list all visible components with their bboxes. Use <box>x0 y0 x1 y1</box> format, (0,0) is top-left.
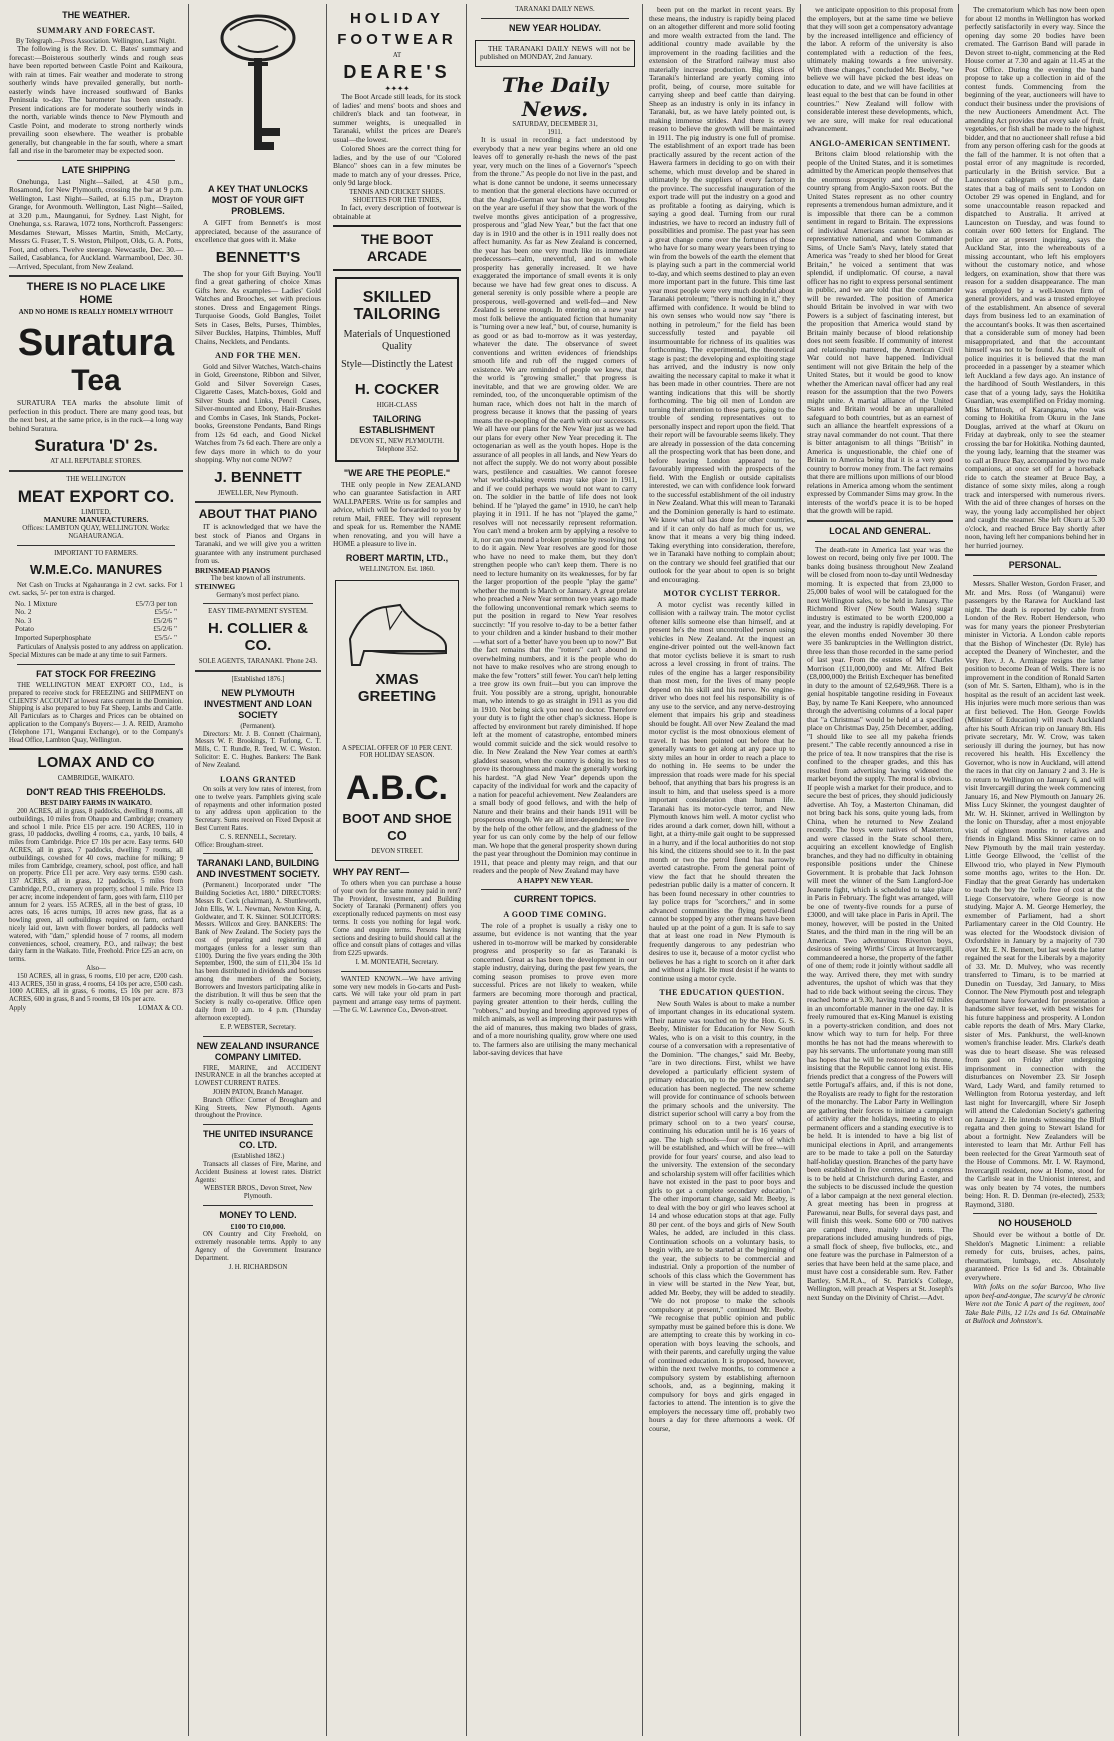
lomax-footer: Apply LOMAX & CO. <box>9 1004 183 1012</box>
npi-heading: NEW PLYMOUTH INVESTMENT AND LOAN SOCIETY <box>204 687 312 720</box>
daily-news-masthead: The Daily News. <box>501 72 609 121</box>
boot-body-1: The Boot Arcade still leads, for its stock of ladies' and mens' boots and shoes and children's black and tan footwear, in summer weights, is unequalled in Taranaki, whilst the prices are Deare's usual—the lowest. <box>333 92 461 144</box>
lomax-heading: LOMAX AND CO <box>37 754 155 772</box>
tailoring-est: TAILORING ESTABLISHMENT <box>359 414 435 436</box>
jeweller: JEWELLER, New Plymouth. <box>217 489 299 497</box>
brinsmead-sub: The best known of all instruments. <box>210 575 306 583</box>
special-offer: A SPECIAL OFFER OF 10 PER CENT. FOR HOLIDAY SEASON. <box>341 744 453 760</box>
motor-body: A motor cyclist was recently killed in collision with a railway train. The motor cyclist oftener kills someone else than himself, and at present he's the most uncontrolled person using vehicles in New Zealand. At the inquest an engine-driver pointed out the well-known fact that motor cyclists believe it is smart to rush across a level crossing in front of trains. The rules of the engine has a larger responsibility than most men, for the lives of many people depend on his skill and his nerve. No engine-driver who does not feel his responsibility is of any use to the service, and any nerve-destroying element that impairs his grip and steadiness should be fought. All over New Zealand the mad motor cyclist is the most obnoxious element of travel. It has been pointed out before that he generally wants to get along at any pace up to sixty miles an hour in order to reach a place to do nothing in. He seems to be under the impression that roads were made for his special behoof, that anything that bars his progress is an insult to him, and that useless speed is a more important consideration than human life. Taranaki has its motor-cycle terror, and New Plymouth knows him well. A motor cyclist who rides around a dark corner, down hill, without a light, at a thirty-mile gait ought to be suppressed in a hurry, and if the local authorities do not stop his kind, the citizens should see to it. In the past month or two the petrol fiend has narrowly averted catastrophe. From the general point of view the fact that he should threaten the pedestrian public daily is a matter of concern. It has been found necessary in other countries to lay police traps for "scorchers," and in some advanced communities the flying petrol-fiend cannot be stopped by any other means have been hauled up at the point of a gun. It is safe to say that at least one road in New Plymouth is frequently dangerous to any pedestrian who desires to use it, because of a motor cyclist who believes he has a right to scorch on it after dark and without a light. He must desist if he wants to continue using a motor cycle. <box>649 599 795 983</box>
column-5 <box>646 6 798 1734</box>
fat-stock-body: THE WELLINGTON MEAT EXPORT CO., Ltd., is prepared to receive stock for FREEZING and SHIPMENT on CLIENTS' ACCOUNT at lowest rates current in the Dominion. Shipping is also prepared to buy Fat Sheep, Lambs and Cattle. All Particulars as to Charges and Prices can be obtained on application to the Company's Buyers:— J. A. REID, Aramoho (Telephone 171, Wanganui Exchange), or to the Company's Head Office, Lambton Quay, Wellington. <box>9 682 183 744</box>
loans-office: Office: Brougham-street. <box>195 841 264 849</box>
boot-arcade: THE BOOT ARCADE <box>333 225 461 271</box>
nzi-office: Branch Office: Corner of Brougham and King Streets, New Plymouth. Agents throughout the Province. <box>195 1096 321 1120</box>
tennis-shoes: TENNIS AND CRICKET SHOES. <box>349 188 445 196</box>
shoe-illustration <box>340 589 454 667</box>
key-icon <box>208 10 308 180</box>
skilled-tailoring: SKILLED TAILORING <box>353 289 441 324</box>
men-heading: AND FOR THE MEN. <box>215 351 301 360</box>
tea-brand: Tea <box>71 364 121 398</box>
at-label: AT <box>392 52 402 59</box>
wmeco-body: Net Cash on Trucks at Ngahauranga in 2 cwt. sacks. For 1 cwt. sacks, 5/- per ton extra is charged. <box>9 582 183 598</box>
anglo-body: Britons claim blood relationship with the people of the United States, and it is sometimes admitted by the American people themselves that the enormous prosperity and power of the country sprang from Anglo-Saxon roots. But the United States represent as no other country represents a tremendous human admixture, and it is impossible that there can be a common sentiment in regard to Britain. The expressions of individual Americans cannot be taken as representative national, and when Commander Sims, of Uncle Sam's Navy, lately stated that America was "ready to shed her blood for Great Britain," he voiced a sentiment that was splendid, if undiplomatic. Of course, a naval officer has no right to express personal sentiment in public, and we are told that the commander will be rewarded. The position of America should Britain be involved in war with two Powers is a subject of fascinating interest, but the proposition that America would stand by Britain mainly because of blood relationship does not seem feasible. If community of interest and relationship mattered, the American Civil War could not have happened. Individual sentiment will not give Britain the help of the United States, but it would be good to know whether the American naval officer had any real reason for the assumption that the two Powers might unite. A martial alliance of the United States and Britain would be an unparalleled safeguard to both countries, but as an earnest of such an alliance the heartfelt expressions of a stray naval commander do not count. That there is bitter antagonism to all things "British" in America is unquestionable, the chief one of Britain to America being that it is a very good country to borrow money from. The fact remains that there are millions upon millions of our blood relations in America among whom the sentiment expressed by Commander Sims may grow. In the interests of the world's peace it is to be hoped that the growth will be rapid. <box>807 149 953 515</box>
motor-heading: MOTOR CYCLIST TERROR. <box>663 589 781 598</box>
holiday-heading: HOLIDAY <box>349 10 445 27</box>
meat-the: THE WELLINGTON <box>66 475 126 483</box>
education-body: New South Wales is about to make a number of important changes in its educational system. Their nature was touched on by the Hon. G. S. Beeby, Minister for Education for New South Wales, who is on a visit to this country, in the course of a conversation with a representative of the Dominion. "The changes," said Mr. Beeby, "are in two directions. First, whilst we have developed a particularly efficient system of primary education, up to the present secondary education has been neglected. The new scheme will provide for continuance of schools between the primary schools and the university. The district superior school will carry a boy from the primary school on to a two years' course, continuing his education until he is 16 years of age. The high schools—four or five of which will be established, and which will be free—will provide for four years' course, and also lead to the university. The extension of the secondary and scholarship system will offer facilities which have not existed in the past to poor boys and girls to get a complete secondary education." The other important change, said Mr. Beeby, is to deal with the boy or girl who leaves school at 14 and whose education stops at that age. Fully 80 per cent. of the boys and girls of New South Wales, he added, are included in this class. Continuation schools on a voluntary basis, to begin with, are to be started at the beginning of the year, the subjects to be commercial and industrial. Only a proportion of the number of schools of this class which the Government has in view will be started in the New Year, but, added Mr. Beeby, they will be added to steadily. "We do not propose to make the schools compulsory at present," continued Mr. Beeby. "We recognise that public opinion and public sympathy must be gained before this is done. We are attempting to create this by working in co-operation with boys leaving the schools, and with their parents, and carefully urging the value of continued education. It is proposed, however, within the next twelve months, to commence a compulsory system by establishing afternoon schools, and, as a beginning, making it compulsory for boys and girls engaged in factories to attend. The intention is to give the employers the necessary time off, probably two hours a day for three afternoons a week. Of course, <box>649 998 795 1433</box>
ui-body: Transacts all classes of Fire, Marine, and Accident Business at lowest rates. District Agents: <box>195 1160 321 1184</box>
meat-offices: Offices: LAMBTON QUAY, WELLINGTON. Works: NGAHAURANGA. <box>22 524 170 540</box>
local-general-body: The death-rate in America last year was the lowest on record, being only five per 1000. The banks doing business throughout New Zealand will be closed from noon to-day until Wednesday morning. It is expected that from 23,000 to 25,000 bales of wool will be catalogued for the next Wellington sales, to be held in January. The Richmond River (New South Wales) sugar industry is estimated to be worth £200,000 a year, and the industry is rapidly developing. For the eleven months ended November 30 there were 35 bankruptcies in the Wellington district, three less than those recorded in the same period of last year. From the estates of Mr. Charles Morrison (£11,000,000) and Mr. Alfred Beit (£8,000,000) the British Exchequer has benefited in duty to the amount of £2,649,968. There is a genial hospitable tangotine residing in Foveaux Bay, by name Te Kani Keepere, who announced through the advertising columns of a local paper that "a Christmas" would be held at a specified place on Christmas Day, 25th December, adding, "I should like to see all my pakeha friends present." The cable recently announced a rise in the price of tea. It now transpires that the rise is confined to the cheaper grades, and this has resulted from advertising having widened the market beyond the supply. The moral is obvious. If people wish a market for their produce, and to secure the best of prices, they should judiciously advertise. Ah Toy, a Masterton Chinaman, did not bring back his sons, quite young lads, from China, when he returned to New Zealand recently. The boys were natives of Masterton, and were classed in the State school there, acquiring an excellent knowledge of English branches, and they had no difficulty in obtaining responsible positions under the Chinese Government. It is probable that Jack Johnson will meet the winner of the Sam Langford-Joe Jeanette fight, which is scheduled to take place in Paris in February. The fight was arranged, will be one of twenty-five rounds for a purse of £3000, and will take place in Paris in April. The money, however, will be posted in the United States, and the third man in the ring will be an American. Two adventurous Riverton boys, desirous of seeing Wirths' Circus at Invercargill, commandeered a horse, the property of the father of one of them; rode it jointly without saddle all the way. Arrived there, they met with sundry adventures, the upshot of which was that they had to ride back without seeing the circus. They reached home at 9.30, having travelled 62 miles in an uncomfortable manner in the one day. It is freely rumoured that ex-King Manuel is existing in a poverty-stricken condition, and does not know which way to turn for help. For three months he has not had the means wherewith to pay his servants. The unfortunate young man still has hopes that he will be restored to his throne, insisting that the Republic cannot long exist. His friends predict that a congress of the Powers will settle Portugal's affairs, and, if this is not done, the Royalists are ready to fight for the restoration of the monarchy. The Labor Party in Wellington are gathering their forces to initiate a campaign of activity after the holidays, meeting to elect permanent officers and a standing executive is to be held. It is intended to have a big list of municipal elections in April, and arrangements are to be made to take a poll on the Saturday half-holiday question. Branches of the party have been established in five centres, and a congress is to be held at Christchurch during Easter, and the subjects to be discussed include the question of a labor campaign at the next general election. A great meeting has been in progress at Parewanui, near Bulls, for several days past, and will finish this week. Some 600 or 700 natives are camped there, mainly in tents. The preparations included amusing hundreds of pigs, a small flock of sheep, five bullocks, etc., and one feature was the purchase in Palmerston of a series that have been held at the same place, and must have cost a considerable sum. Rev. Father Bartley, S.M.R.A., of St. Patrick's College, Wellington, will preach at Vespers at St. Joseph's next Sunday on the Divinity of Christ.—Advt. <box>807 544 954 1302</box>
money-heading: MONEY TO LEND. <box>219 1209 297 1220</box>
loans-body: On soils at very low rates of interest, from one to twelve years. Pamphlets giving scale of repayments and other information posted to any address upon application to the Secretary. Sums received on Fixed Deposit at Best Current Rates. <box>195 786 321 833</box>
column-4 <box>470 6 640 1734</box>
weather-body: The following is the Rev. D. C. Bates' summary and forecast:—Boisterous southerly winds and rough seas have been reported between Castle Point and Kaikoura, with rain at times. Fair weather and moderate to strong southerly winds have prevailed generally, but north-easterly winds have increased southward of Banks Peninsula to-day. The barometer has been unsteady. Present indications are for moderate southerly winds in the north, variable winds thence to New Plymouth and Castle Point, and moderate to strong northerly winds prevailing soon elsewhere. The weather is probable generally, but changeable in the far south, where a smart fall and rise in the barometer may be expected soon. <box>9 44 183 156</box>
column-1 <box>6 6 186 1734</box>
household-body: Should ever be without a bottle of Dr. Sheldon's Magnetic Liniment: a reliable remedy for cuts, bruises, aches, pains, rheumatism, lumbago, etc. Absolutely guaranteed. Price 1s 6d and 3s. Obtainable everywhere. <box>965 1230 1105 1282</box>
issue-date: SATURDAY, DECEMBER 31, <box>512 120 598 128</box>
new-year-heading: NEW YEAR HOLIDAY. <box>508 22 602 33</box>
steinweg: STEINWEG <box>195 582 236 592</box>
high-class: HIGH-CLASS <box>376 402 418 410</box>
rent-body: To others when you can purchase a house of your own for the same money paid in rent? The Provident, Investment, and Building Society of Taranaki (Permanent) offers you exceptionally reduced payments on most easy terms. It costs you nothing for legal work. Come and enquire terms. Persons having sections and desiring to build should call at the office and consult plans of cottages and villas from £225 upwards. <box>333 879 461 958</box>
key-heading: A KEY THAT UNLOCKS MOST OF YOUR GIFT PROBLEMS. <box>208 184 308 216</box>
stars-ornament: ✦✦✦✦ <box>384 83 410 93</box>
piano-heading: ABOUT THAT PIANO <box>198 507 318 522</box>
happy-new-year: A HAPPY NEW YEAR. <box>517 875 593 885</box>
shoe-icon <box>342 589 452 667</box>
fat-stock-heading: FAT STOCK FOR FREEZING <box>36 669 156 680</box>
abc-heading: A.B.C. <box>346 769 448 808</box>
xmas-box <box>335 580 459 861</box>
topics-body-1: been put on the market in recent years. By these means, the industry is rapidly being placed on an altogether different and more solid footing and more wealth extracted from the land. The additional country made available by the improvement in the roading facilities and the extension of the Stratford railway must also materially increase production. Big slices of Taranaki's hinterland are yearly coming into profit, being, of course, more suitable for carrying sheep and beef cattle than dairying. Sheep as an industry is only in its infancy in Taranaki, but, as we have lately pointed out, is making immense strides. And there is every reason to believe the growth will be maintained in 1911. The pig industry is one full of promise. The establishment of an export trade has been practically assured by the recent action of the Hawera farmers in deciding to go on with their scheme, which must develop and be shared in ultimately by the suppliers of every factory in the province. The successful inauguration of the export trade will put the industry on a good and as profitable a footing as dairying, which is saying a good deal. Turning from our rural industries, we have to record an industry full of possibilities and promise. The past year has seen a great change come over the fortunes of those who have for so many weary years been trying to win from the bowels of the earth the element that is playing such a part in the commercial world to-day, and which seems destined to play an even more important part in the future. This time last year most people were very much doubtful about Taranaki petroleum; "there is nothing in it," they affirmed with confidence. It would be blind to his own senses who would now say "there is nothing in petroleum," for the field has been successfully tested and payable oil insurmountable for richness of its qualities was forthcoming. The experimental, the theoretical stage is past; the developing and exploiting stage has arrived, and the industry is now only awaiting the necessary capital to make it what it has been made in other countries. There are not wanting indications that this will be shortly forthcoming. The big oil men of London are turning their attention to these parts, going to the trouble of sending representatives out to personally inspect and report upon the field. That their report will be favourable seems likely. They are already in possession of the data concerning all the prospecting work that has been done, and before leaving London appeared to be favourably impressed with the prospects of the field. With the English or outside capitalists interested, we can with confidence look forward to the successful establishment of the oil industry in New Zealand. What this will mean to Taranaki and the Dominion generally is hard to estimate. We know what oil has done for other countries, and if it can only do half as much for us, we know that it means a very big thing indeed. Taking everything into consideration, therefore, we in Taranaki have nothing to complain about; on the contrary we should feel gratified that our outlook for the year about to open is so bright and encouraging. <box>649 6 795 584</box>
easy-payment: EASY TIME-PAYMENT SYSTEM. <box>208 608 308 616</box>
column-2 <box>192 6 324 1734</box>
local-general-heading: LOCAL AND GENERAL. <box>829 525 931 536</box>
price-row: No. 1 Mixture £5/7/3 per ton <box>15 598 177 608</box>
rent-sig: I. M. MONTEATH, Secretary. <box>355 958 439 966</box>
home-headline: THERE IS NO PLACE LIKE HOME <box>26 281 166 307</box>
people-heading: "WE ARE THE PEOPLE." <box>343 467 451 478</box>
column-6 <box>804 6 956 1734</box>
lomax-sub: CAMBRIDGE, WAIKATO. <box>57 775 135 783</box>
devon-address: DEVON ST., NEW PLYMOUTH. <box>350 438 444 446</box>
money-body: ON Country and City Freehold, on extremely reasonable terms. Apply to any Agency of the Government Insurance Department. <box>195 1231 321 1262</box>
style-line: Style—Distinctly the Latest <box>341 359 453 371</box>
money-sig: J. H. RICHARDSON <box>228 1263 288 1271</box>
column-3 <box>330 6 464 1734</box>
tlb-body: (Permanent.) Incorporated under "The Building Societies Act, 1880." DIRECTORS: Messrs R. Cock (chairman), A. Shuttleworth, John Ellis, W. L. Newman, Newton King, A. Goldwater, and T. K. Skinner. SOLICITORS: Messrs. Willcox and Grey. BANKERS: The Bank of New Zealand. The Society pays the cost of preparing and registering all mortgages (unless for a lesser sum than £100). During the five years ending the 30th September, 1900, the sum of £11,304 15s 1d has been distributed in dividends and bonuses among the members of the Society, Borrowers and Investors participating alike in the distribution. It will thus be seen that the Society is really co-operative. Office open daily from 10 a.m. to 4 p.m. (Thursday afternoon excepted). <box>195 882 321 1022</box>
meat-export-name: MEAT EXPORT CO. <box>17 486 175 506</box>
shipping-heading: LATE SHIPPING <box>61 164 131 175</box>
editorial-body: It is usual in recording a fact understood by everybody that a new year begins where an old one leaves off to generally re-hash the news of the past year, very much on the lines of a Governor's "speech from the throne." As people do not live in the past, and what is done cannot be undone, it seems unnecessary to mention that the general elections have occurred or that the Anglo-German war has not begun. Thoughts on the year are useful if they show that the work of the twelve months gives anticipation of a progressive, prosperous and "glad New Year," but the fact that one day is in 1910 and the other is in 1911 really does not affect humanity. As far as New Zealand is concerned, the year has been one very much like its immediate predecessors—calm, uneventful, and on whole prosperity has generally increased. It we have exaggerated the importance of small events it is only because we have had few great ones to discuss. A general serenity is only possible where a people are prosperous, well-governed and well-fed—and New Zealand is serene enough. In entering on a new year most folk believe the antiquated fiction that humanity is "turning over a new leaf," but, of course, humanity is as good or as bad to-morrow as it was yesterday, whatever the date. The observance of sweet conventions and written evidences of friendships smooth life and rub off the rugged corners of existence. We are reminded of people we knew, that the world is "growing smaller," that progress is inevitable, and that we are growing older. We are reminded, too, of the unconquerable optimism of the human race, which does not halt in the march of progress because it knows that the passing of years means the re-peopling of the earth with our successors. We all have our plans for the New Year just as we had our plans for every other New Year preceding it. The octogenarian as well as the youth hopes. Hope is the assurance of all peoples in all lands, and New Years do not affect the supply. We do not worry about possible wars, pestilence and casualties. We cannot foresee what world-shaking events may take place in 1911, and if we could perhaps we would not want to carry on. The soldier in the battle of life does not look behind. If he "played the game" in 1910, he can't help playing it in 1911. If he has not "played the game," resolves will not necessarily represent reformation. You can't mend a broken arm by applying a resolve to it, nor can you mend a broken promise by resolving not to do it again. New Year resolves are good for those who have no need to make them, but they don't strengthen people who can't keep them. There is no need to lecture humanity on its weaknesses, for by far the larger proportion of the people "play the game" whether the month is March or January. A great prelate who preached a New Year sermon two years ago made the following unconventional remark which seems to put the position in regard to New Year resolves succinctly: "If you resolve to-day to be a better father to your children and a kinder husband to their mother—what sort of a 'better' have you been up to now?" But the fact remains that the "rotters" can't abound in overwhelming numbers, and it is the people who do not have to make resolves who are strong enough to make the few "rotters" still fewer. You can't help letting a tree grow its own fruit—but you can improve the fruit. You possibly are a strong, upright, honourable man, who intends to go as straight in 1911 as you did in 1910. Not being sick you need no doctor. Therefore your duty is to fight the other chap's sickness. Hope is affected by environment but rarely diminished. If hope left at the moment of catastrophe, entombed miners would commit suicide and the sick would resolve to die. In New Zealand the New Year comes at earth's gladdest season, when the country is doing its best to prove its thoroughness and make the generally working his hardest. "A glad New Year" depends upon the capacity of the individual for work and the capacity of a nation for peaceful achievement. New Zealanders are a small body of good fellows, and with the help of Nature and their brains and their hands 1911 will be prosperous enough. We are all inter-dependent; we live by the help of the other fellow, and the gladness of the year for us can only come by the help of our fellow man. We hope that the general prosperity shown during the past year throughout the Dominion may continue in 1911, that peace and plenty may reign, and that our readers and the people of New Zealand may have <box>473 135 637 876</box>
people-body: THE only people in New ZEALAND who can guarantee Satisfaction in ART WALLPAPERS. Write us for samples and advice, which will be forwarded to you by return Mail, FREE. They will represent and speak for us. Remember the NAME when renovating, and you will have a HOME a pleasure to live in. <box>333 479 461 549</box>
lomax-also-body: 150 ACRES, all in grass, 6 rooms, £10 per acre, £200 cash. 413 ACRES, 350 in grass, 4 rooms, £4 10s per acre, £500 cash. 1000 ACRES, all in grass, 6 rooms, £5 10s per acre. 873 ACRES, 600 in grass, 8 and 5 rooms, £8 10s per acre. <box>9 972 183 1004</box>
suratura-2s: Suratura 'D' 2s. <box>34 436 158 456</box>
cocker-name: H. COCKER <box>354 381 440 399</box>
xmas-greeting: XMAS GREETING <box>357 670 437 705</box>
lomax-read: DON'T READ THIS FREEHOLDS. <box>26 787 166 798</box>
anglo-heading: ANGLO-AMERICAN SENTIMENT. <box>809 138 951 148</box>
weather-dateline: By Telegraph.—Press Association. Wellington, Last Night. <box>15 37 177 45</box>
jbennett-name: J. BENNETT <box>214 468 302 486</box>
weather-heading: THE WEATHER. <box>62 10 130 20</box>
established: [Established 1876.] <box>231 675 285 683</box>
bennetts-body: The shop for your Gift Buying. You'll find a great gathering of choice Xmas Gifts here. As examples— Ladies' Gold Watches and Brooches, set with precious stones. Dress and Engagement Rings. Turquoise Goods, Gold Bangles, Toilet Sets in Cases, Belts, Purses, Thimbles, Silver Buckles, Hatpins, Thimbles, Muff Chains, Necklets, and Pendants. <box>195 268 321 346</box>
steinweg-sub: Germany's most perfect piano. <box>216 591 300 599</box>
home-subline: AND NO HOME IS REALLY HOMELY WITHOUT <box>18 309 174 317</box>
current-topics-heading: CURRENT TOPICS. <box>513 894 597 905</box>
collier-name: H. COLLIER & CO. <box>208 620 308 655</box>
loans-heading: LOANS GRANTED <box>219 774 297 784</box>
personal-heading: PERSONAL. <box>1008 560 1062 570</box>
tailoring-box <box>335 277 459 461</box>
abc-name: BOOT AND SHOE CO <box>342 811 452 844</box>
abc-devon: DEVON STREET. <box>371 848 423 856</box>
price-row: Potato £5/2/6 " <box>15 624 177 634</box>
tlb-heading: TARANAKI LAND, BUILDING AND INVESTMENT SOCIETY. <box>196 858 320 880</box>
lomax-also: Also— <box>86 964 106 972</box>
verse: With folks on the sofar Barcoo, Who live upon beef-and-tongue, The scurvy'd be chronic Were not the Tonic A part of the regimen, too! Take Bale Pills, 12 1/2s and 1s 6d. Obtainable at Bullock and Johnston's. <box>965 1282 1105 1325</box>
robert-martin: ROBERT MARTIN, LTD., <box>345 552 449 563</box>
summary-heading: SUMMARY AND FORECAST. <box>36 26 156 35</box>
telephone: Telephone 352. <box>376 445 418 453</box>
money-amount: £100 TO £10,000. <box>230 1221 286 1231</box>
tinies-shoes: SHOETTES FOR THE TINIES, <box>352 196 442 204</box>
suratura-brand: Suratura <box>17 322 175 365</box>
deares-heading: DEARE'S <box>343 61 451 82</box>
rent-heading: WHY PAY RENT— <box>333 866 410 877</box>
wanted-body: WANTED KNOWN.—We have arriving some very new models in Go-carts and Push-carts. We will take your old pram in part payment and arrange easy terms of payment.—The G. W. Lawrence Co., Devon-street. <box>333 975 461 1014</box>
price-row: Imported Superphosphate £5/5/- " <box>15 632 177 642</box>
ui-sub: (Established 1862.) <box>231 1153 285 1161</box>
good-time-body: The role of a prophet is usually a risky one to assume, but evidence is not wanting that the year ushered in to-morrow will be marked by considerable progress and prosperity so far as Taranaki is concerned. Great as has been the development in our staple industry, dairying, during the past few years, the coming season promises to prove even more successful. Prices are not likely to weaken, while farmers are becoming more thorough and practical, paying greater attention to their herds, culling the "robbers," and buying and breeding approved types of milch animals, as well as improving their pastures with the aid of manures, thus making two blades of grass, and of a more nourishing quality, grow where one used to. The farmers also are utilising the many mechanical labor-saving devices that have <box>473 920 637 1058</box>
footwear-heading: FOOTWEAR <box>337 31 457 48</box>
nzi-body: FIRE, MARINE, and ACCIDENT INSURANCE in all the branches accepted at LOWEST CURRENT RATES. <box>195 1064 321 1088</box>
collier-sub: SOLE AGENTS, TARANAKI. 'Phone 243. <box>198 658 318 666</box>
boot-body-3: In fact, every description of footwear is obtainable at <box>333 203 461 221</box>
key-illustration <box>195 10 321 180</box>
manure-body: Particulars of Analysis posted to any address on application. Special Mixtures can be made at any time to suit Farmers. <box>9 644 183 660</box>
all-stores: AT ALL REPUTABLE STORES. <box>50 458 142 466</box>
column-7 <box>962 6 1108 1734</box>
npi-body: Directors: Mr. J. B. Connett (Chairman), Messrs W. F. Brookings, T. Furlong, C. T. Mills, C. T. Rundle, R. Teed, W. C. Weston. Solicitor: E. C. Hughes. Bankers: The Bank of New Zealand. <box>195 730 321 769</box>
npi-perm: (Permanent). <box>240 722 276 730</box>
ui-agents: WEBSTER BROS., Devon Street, New Plymouth. <box>203 1185 313 1201</box>
nzi-sig: JOHN PATON, Branch Manager. <box>212 1088 304 1096</box>
tlb-sig: E. P. WEBSTER, Secretary. <box>220 1023 296 1031</box>
brinsmead: BRINSMEAD PIANOS <box>195 565 270 575</box>
manure-price-table <box>15 600 177 643</box>
meat-ltd: LIMITED, <box>81 508 111 516</box>
shipping-body: Onehunga, Last Night—Sailed, at 4.50 p.m., Rosamond, for New Plymouth, crossing the bar at 9 p.m. Wellington, Last Night—Sailed, at 6.15 p.m., Drayton Grange, for Avonmouth. Wellington, Last Night—Sailed, at 3.20 p.m., Maunganui, for Sydney. Last Night, for Onehunga, s.s. Rarawa, 1072 tons, Northcroft. Passengers: Mesdames Stewart, Misses Martin, Smith, McCarty, Messrs G. Fraser, T. S. Weston, Philpott, Olds, G. A. Potts, Foot, and others. Twelve steerage. Newcastle, Dec. 30.—Sailed, Casablanca, for Auckland. Warrnambool, Dec. 30.—Arrived, Speculant, from New Zealand. <box>9 176 183 271</box>
personal-body: Messrs. Shaller Weston, Gordon Fraser, and Mr. and Mrs. Ross (of Wanganui) were passengers by the Rarawa for Auckland last night. The death is reported by cable from London of the Rev. Robert Henderson, who was for many years the pioneer Presbyterian minister in Victoria. A London cable reports that the Bishop of Winchester (Dr. Ryle) has accepted the Deanery of Winchester, and the Very Rev. J. A. Armitage resigns the latter position to become Dean of Wells. There is no improvement in the condition of Ronald Sarten (son of Mr. S. Sarten, Eltham), who is in the hospital as the result of an accident last week. His injuries were much more serious than was at first believed. The Hon. George Fowlds (Minister of Education) will reach Auckland after his South African trip on January 8th. His private secretary, Mr. W. Crow, was taken seriously ill during the journey, but has now recovered his health. His Excellency the Governor, who is now in Auckland, will attend the races in that city on January 2 and 3. He is to return to Wellington on January 6, and will visit Invercargill during the week commencing January 16, and New Plymouth on January 26. Miss Lucy Skinner, the youngest daughter of Mr. W. H. Skinner, arrived in Wellington by the Ionic on Thursday, after a most enjoyable visit of eighteen months to relatives and friends in England. Miss Skinner came on to New Plymouth by the mail train yesterday. Little George Ellwood, the 'cellist of the Ellwood trio, who played in New Plymouth some months ago, writes to the Hon. Dr. Findlay that the great Gerardy has undertaken to teach the boy the 'cello free of cost at the Liege Conservatoire, where George is now studying. Major A. M. George Hemerley, the exmember of Parliament, had a short Parliamentary career in the Old Country. He was elected for the Woodstock division of Oxfordshire in January by a majority of 730 over Mr. E. N. Bennett, but last week the latter regained the seat for the Liberals by a majority of 33. Mr. D. Mulvey, who was recently transferred to Timaru, is to be married at Dunedin on Tuesday, 3rd January, to Miss Connor. The New Plymouth post and telegraph department have forwarded for presentation a handsome silver tea-set, with best wishes for his future happiness and prosperity. A London cable reports the death of Mrs. Mary Clarke, sister of Mrs. Pankhurst, the well-known women's franchise leader. Mrs. Clarke's death was due to heart disease. She was released from gaol on Friday after undergoing imprisonment in connection with the disturbances on November 23. Sir Joseph Ward, Lady Ward, and family returned to Wellington from Rotorua yesterday, and left last night for Invercargill, where Sir Joseph will attend the Caledonian Society's gathering on January 2. He intends witnessing the Bluff regatta and then going to Stewart Island for about a fortnight. New Zealanders will be interested to learn that Mr. Arthur Fell has been reelected for the Great Yarmouth seat of the House of Commons. Mr. I. W. Raymond, Invercargill resident, now at Home, stood for the Carlisle seat in the Unionist interest, and was only beaten by 74 votes, the numbers being: Hon. R. D. Denman (re-elected), 2533; Raymond, 3180. <box>965 579 1105 1209</box>
holiday-notice: THE TARANAKI DAILY NEWS will not be published on MONDAY, 2nd January. <box>475 40 635 67</box>
price-row: No. 3 £5/2/6 " <box>15 615 177 625</box>
lomax-farms: BEST DAIRY FARMS IN WAIKATO. <box>40 800 152 808</box>
wmeco-heading: W.M.E.Co. MANURES <box>29 562 163 578</box>
suratura-body: SURATURA TEA marks the absolute limit of perfection in this product. There are many good teas, but the next best, at the same price, is in the ruck—a long way behind Suratura. <box>9 398 183 433</box>
bennetts-heading: BENNETT'S <box>215 248 301 266</box>
materials: Materials of Unquestioned Quality <box>343 329 451 353</box>
loans-sig: C. S. RENNELL, Secretary. <box>219 833 297 841</box>
lomax-body: 200 ACRES, all in grass, 8 paddocks, dwelling 8 rooms, all outbuildings, 10 miles from Ohaupo and Cambridge; creamery and school 1 mile. Price £15 per acre. 190 ACRES, 110 in grass, 10 paddocks, dwelling 4 rooms, c.a., yards, 10 bails, 4 miles from Cambridge. Price £7 10s per acre. Easy terms. 640 ACRES, all in grass, 7 paddocks, dwelling 7 rooms, all outbuildings, cowshed for 40 cows, machine for milking; 9 miles from Cambridge, creamery, school, post office, and hall on property. Price £11 per acre. Very easy terms. £590 cash. 137 ACRES, all in grass, 12 paddocks, 5 miles from Cambridge, P.O., creamery on property, school 1 mile. Price 13 per acre; income independent of farm, goes with farm, £110 per annum for 2 years. 155 ACRES, all in the best of grass, 10 acres oats, 16 acres turnips, 10 acres new grass, flat as a bowling green, all outbuildings required on farm, orchard nicely laid out, lawn with flower borders, all paddocks well watered, with "dam," splendid house of 7 rooms, all modern conveniences, school, creamery, P.O., and railway; the best dairy farm in the Waikato. Title, Freehold. Price £25 an acre, on terms. <box>9 808 183 964</box>
issue-year: 1911. <box>547 128 563 136</box>
good-time-heading: A GOOD TIME COMING. <box>503 910 607 920</box>
household-heading: NO HOUSEHOLD <box>998 1218 1072 1228</box>
robert-sub: WELLINGTON. Est. 1860. <box>359 565 435 573</box>
nzi-heading: NEW ZEALAND INSURANCE COMPANY LIMITED. <box>196 1040 320 1062</box>
ui-heading: THE UNITED INSURANCE CO. LTD. <box>202 1129 313 1151</box>
education-heading: THE EDUCATION QUESTION. <box>659 988 785 997</box>
top-masthead: TARANAKI DAILY NEWS. <box>515 6 595 13</box>
men-body: Gold and Silver Watches, Watch-chains in Gold, Greenstone, Ribbon and Silver, Gold and Silver Sovereign Cases, Cigarette Cases, Match-boxes, Gold and Silver Studs and Links, Pencil Cases, Silver-mounted and Ebony, Hair-Brushes and Combs in Cases, Ink Stands, Pocket-books, Greenstone Pendants, Band Rings from 12s 6d each, and Good Nickel Watches from 7s 6d each. There are only a few days more in which to do your shopping. Why not come NOW? <box>195 361 321 464</box>
meat-manuf: MANURE MANUFACTURERS. <box>43 515 149 525</box>
key-body: A GIFT from Bennett's is most appreciated, because of the assurance of excellence that goes with it. Make <box>195 218 321 244</box>
local-continued: The crematorium which has now been open for about 12 months in Wellington has worked perfectly satisfactorily in every way. Since the opening day some 20 bodies have been cremated. The Garrison Band will parade in Devon street to-night, commencing at the Red House corner at 7.30 and again at 11.45 at the Post Office. During the evening the band propose to take up a collection in aid of the contest funds. Commencing from the beginning of the year, auctioneers will have to conduct their business under the provisions of the new Auctioneers Amendment Act. The amending Act provides that every sale of fruit, vegetables, or fish shall be made to the highest bidder, and that no auctioneer shall refuse a bid from any person offering cash for the goods at the fall of the hammer. It is not often that a postal error of any magnitude is recorded, particularly in the British service. But a Launceston cablegram of yesterday's date states that a bag of mails sent to London on October 29 was opened in England, and for some unaccountable reason repacked and dispatched to Australia. It arrived at Launceston on Tuesday, and was found to contain over 600 letters for England. The police are at present inquiring, says the Auckland Star, into the whereabouts of a missing accountant, who left his employers without the customary notice, and whose ledgers, on examination, show that there was reason for a sudden disappearance. The man was employed by a well-known firm of general providers, and was a trusted employee of the establishment. An absence of several days from business led to an examination of the accountant's books. It was then ascertained that a considerable sum of money had been misappropriated, and that the accountant himself was not to be found. As the result of police inquiries it is believed that the man proceeded in a passenger by a steamer which left Auckland a few days ago. An instance of the hardihood of South Westlanders, in this case that of a young lady, says the Hokitika Guardian, was exemplified on Friday morning. Miss M'Intosh, of Karangarua, who was coming to Hokitika from Okuru in the Jane Douglas, arrived at the wharf at Okuru on Friday at daybreak, only to see the steamer crossing the bar for Hokitika. Nothing daunted, the young lady, learning that the steamer was to call at Bruce Bay, accompanied by two male companions, at once set off for a horseback ride to catch the steamer at Bruce Bay, a distance of some sixty miles, along a rough track and interspersed with numerous rivers. With the aid of three changes of horses on the way, the young lady accomplished her object and caught the steamer. She left Okuru at 5.30 o'clock, and reached Bruce Bay shortly after noon, having left her companions behind her in her hurried journey. <box>965 6 1105 550</box>
farmers-heading: IMPORTANT TO FARMERS. <box>54 549 138 557</box>
piano-body: IT is acknowledged that we have the best stock of Pianos and Organs in Taranaki, and we will give you a written guarantee with any instrument purchased from us. <box>195 522 321 566</box>
price-row: No. 2 £5/5/- " <box>15 607 177 617</box>
education-continued: we anticipate opposition to this proposal from the employers, but at the same time we believe that they will soon get a compensatory advantage by the increased intelligence and efficiency of the labor. A reform of the university is also contemplated with a reduction of the fees, ultimately making towards a free university. With these changes," concluded Mr. Beeby, "we believe we will have picked the best ideas on education to date, and we will have facilities at least equal to the best that can be found in other countries." New Zealand will follow with considerable interest these developments, which, we are sure, will make for real educational advancement. <box>807 6 953 133</box>
boot-body-2: Colored Shoes are the correct thing for ladies, and by the use of our "Colored Blanco" shoes can in a few minutes be made to match any of your dresses. Price, only 9d large block. <box>333 144 461 188</box>
